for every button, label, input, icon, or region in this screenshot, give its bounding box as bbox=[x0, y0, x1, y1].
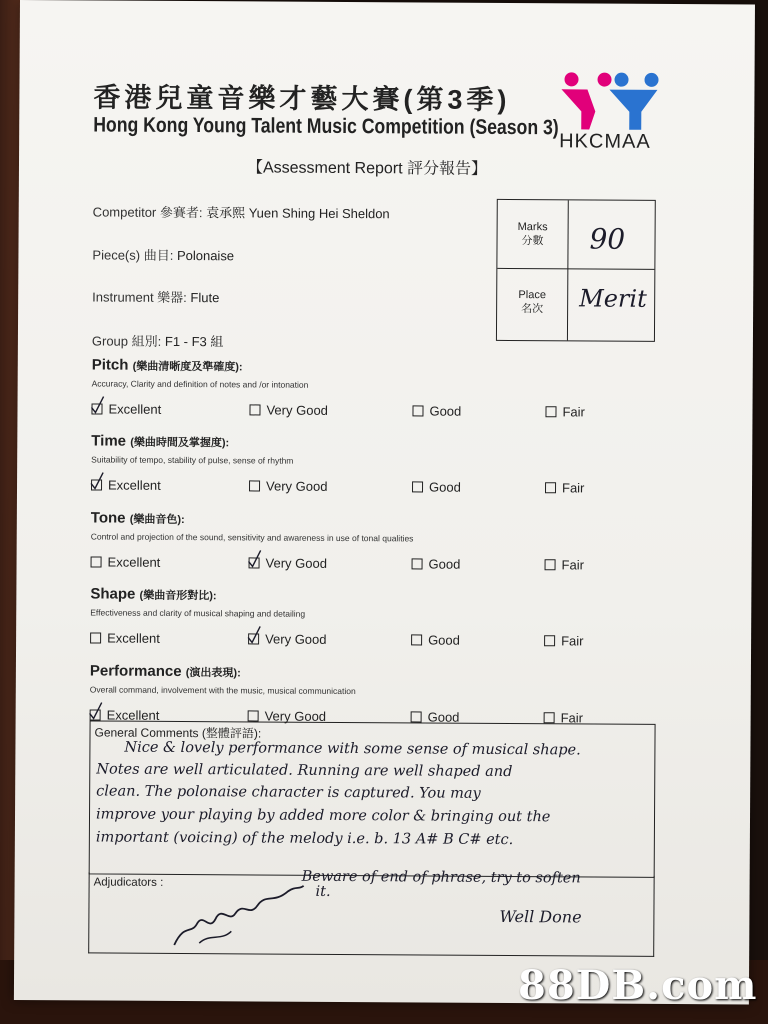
comment-line: it. bbox=[315, 883, 331, 900]
checkbox[interactable] bbox=[248, 710, 259, 721]
rating-option-label: Very Good bbox=[265, 478, 328, 494]
section-description: Accuracy, Clarity and definition of notes and /or intonation bbox=[91, 378, 309, 390]
checkbox[interactable] bbox=[90, 709, 101, 720]
score-box bbox=[496, 199, 656, 342]
rating-option-very-good[interactable] bbox=[248, 631, 327, 646]
rating-option-excellent[interactable] bbox=[91, 401, 161, 416]
section-title: Shape (樂曲音形對比): bbox=[90, 585, 217, 603]
comment-line: Beware of end of phrase, try to soften bbox=[301, 868, 581, 887]
competitor-field bbox=[93, 201, 390, 222]
adjudicator-signature-icon bbox=[169, 883, 309, 954]
rating-option-label: Excellent bbox=[107, 554, 161, 570]
rating-option-very-good[interactable] bbox=[249, 478, 328, 493]
comment-line: improve your playing by added more color & bringing out the bbox=[95, 806, 551, 826]
rating-option-label: Very Good bbox=[265, 555, 328, 571]
checkbox[interactable] bbox=[411, 711, 422, 722]
checkbox[interactable] bbox=[411, 634, 422, 645]
instrument-field bbox=[92, 286, 219, 306]
comment-line: Notes are well articulated. Running are well shaped and bbox=[96, 761, 513, 781]
rating-option-fair[interactable] bbox=[545, 480, 584, 495]
pieces-value: Polonaise bbox=[176, 247, 235, 264]
comment-closing: Well Done bbox=[499, 906, 582, 927]
checkmark-icon bbox=[90, 395, 104, 413]
title-chinese: 香港兒童音樂才藝大賽(第3季) bbox=[93, 82, 511, 115]
checkbox[interactable] bbox=[91, 479, 102, 490]
report-subtitle: 【Assessment Report 評分報告】 bbox=[246, 159, 488, 178]
rating-option-excellent[interactable] bbox=[91, 477, 161, 492]
checkbox[interactable] bbox=[544, 635, 555, 646]
checkbox[interactable] bbox=[91, 556, 102, 567]
instrument-value: Flute bbox=[190, 290, 220, 306]
checkmark-icon bbox=[247, 625, 261, 643]
pieces-field bbox=[92, 244, 234, 264]
rating-option-fair[interactable] bbox=[545, 404, 584, 419]
checkbox[interactable] bbox=[249, 557, 260, 568]
rating-option-label: Good bbox=[427, 709, 460, 725]
checkbox[interactable] bbox=[545, 482, 556, 493]
checkmark-icon bbox=[89, 701, 103, 719]
rating-option-label: Excellent bbox=[108, 401, 162, 417]
rating-option-excellent[interactable] bbox=[91, 554, 161, 569]
group-label: Group 組別: bbox=[91, 333, 162, 349]
checkbox[interactable] bbox=[90, 632, 101, 643]
logo-text: HKCMAA bbox=[559, 130, 651, 153]
rating-option-good[interactable] bbox=[412, 479, 461, 494]
checkbox[interactable] bbox=[544, 712, 555, 723]
checkbox[interactable] bbox=[412, 405, 423, 416]
rating-option-good[interactable] bbox=[412, 556, 461, 571]
rating-option-label: Excellent bbox=[107, 477, 161, 493]
rating-option-label: Very Good bbox=[265, 631, 327, 647]
rating-option-label: Fair bbox=[560, 710, 584, 726]
general-comments-label: General Comments (整體評語): bbox=[94, 725, 262, 741]
rating-option-label: Excellent bbox=[107, 630, 160, 646]
rating-option-label: Good bbox=[429, 403, 462, 419]
rating-option-label: Fair bbox=[561, 633, 584, 649]
checkbox[interactable] bbox=[249, 480, 260, 491]
pieces-label: Piece(s) 曲目: bbox=[92, 247, 174, 263]
section-description: Control and projection of the sound, sensitivity and awareness in use of tonal qualities bbox=[90, 531, 414, 544]
checkbox[interactable] bbox=[412, 481, 423, 492]
checkmark-icon bbox=[248, 549, 262, 567]
adjudicators-box bbox=[88, 872, 654, 956]
rating-option-label: Good bbox=[428, 632, 460, 648]
title-english: Hong Kong Young Talent Music Competition (Season 3) bbox=[93, 113, 559, 140]
rating-option-label: Fair bbox=[562, 404, 585, 420]
rating-option-good[interactable] bbox=[411, 632, 460, 647]
rating-option-very-good[interactable] bbox=[249, 402, 328, 417]
rating-option-good[interactable] bbox=[412, 403, 461, 418]
section-description: Suitability of tempo, stability of pulse, sense of rhythm bbox=[91, 454, 294, 466]
rating-option-label: Excellent bbox=[106, 707, 160, 723]
checkbox[interactable] bbox=[412, 558, 423, 569]
assessment-report-sheet bbox=[14, 0, 755, 1004]
rating-option-label: Very Good bbox=[264, 708, 327, 724]
comment-line: important (voicing) of the melody i.e. b. 13 A# B C# etc. bbox=[95, 829, 514, 849]
rating-option-label: Good bbox=[428, 556, 461, 572]
checkbox[interactable] bbox=[545, 406, 556, 417]
checkmark-icon bbox=[90, 471, 104, 489]
checkbox[interactable] bbox=[545, 559, 556, 570]
checkbox[interactable] bbox=[249, 404, 260, 415]
rating-option-label: Good bbox=[428, 479, 461, 495]
section-title: Performance (演出表現): bbox=[89, 662, 241, 680]
checkbox[interactable] bbox=[248, 633, 259, 644]
competitor-label: Competitor 參賽者: bbox=[92, 204, 203, 221]
hkcmaa-logo-icon bbox=[559, 71, 659, 132]
adjudicators-label: Adjudicators : bbox=[93, 876, 164, 889]
checkbox[interactable] bbox=[91, 403, 102, 414]
rating-option-fair[interactable] bbox=[544, 633, 583, 648]
rating-option-fair[interactable] bbox=[545, 557, 584, 572]
marks-label: Marks 分數 bbox=[517, 221, 548, 248]
place-label: Place 名次 bbox=[518, 289, 547, 316]
group-value: F1 - F3 組 bbox=[164, 333, 224, 350]
comment-line: clean. The polonaise character is captured. You may bbox=[96, 783, 481, 802]
section-title: Pitch (樂曲清晰度及準確度): bbox=[91, 356, 243, 374]
rating-option-label: Fair bbox=[561, 557, 584, 573]
section-description: Effectiveness and clarity of musical shaping and detailing bbox=[90, 607, 306, 619]
comment-line: Nice & lovely performance with some sense of musical shape. bbox=[124, 739, 581, 759]
place-value: Merit bbox=[579, 284, 647, 313]
section-title: Tone (樂曲音色): bbox=[90, 509, 185, 527]
watermark-logo: 88DB.com bbox=[518, 962, 758, 1009]
rating-option-label: Fair bbox=[561, 480, 585, 496]
section-description: Overall command, involvement with the music, musical communication bbox=[89, 684, 356, 697]
rating-option-label: Very Good bbox=[266, 402, 328, 418]
rating-option-very-good[interactable] bbox=[249, 555, 328, 570]
instrument-label: Instrument 樂器: bbox=[92, 289, 187, 306]
rating-option-excellent[interactable] bbox=[90, 630, 160, 645]
section-title: Time (樂曲時間及掌握度): bbox=[91, 432, 230, 450]
group-field bbox=[92, 330, 224, 350]
marks-value: 90 bbox=[589, 222, 626, 256]
competitor-value: 袁承熙 Yuen Shing Hei Sheldon bbox=[206, 205, 390, 222]
